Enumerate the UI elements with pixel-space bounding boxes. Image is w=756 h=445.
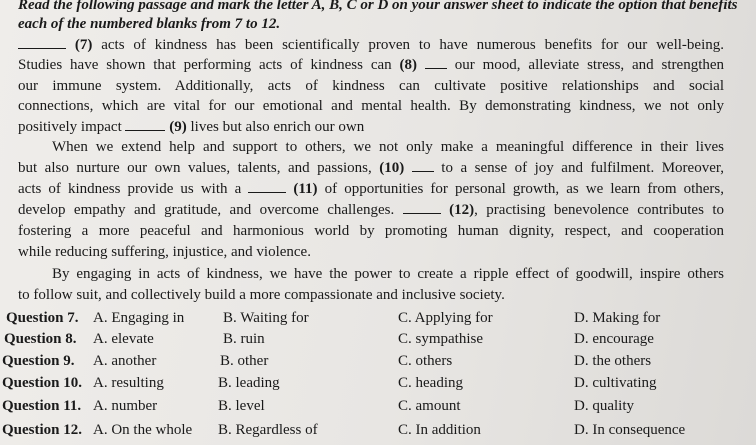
passage-line — [18, 118, 724, 137]
passage-line — [18, 180, 724, 199]
option-b: B. ruin — [223, 331, 265, 347]
option-d: D. cultivating — [574, 375, 657, 391]
option-b: B. Regardless of — [218, 422, 318, 438]
passage-text: , practising benevolence contributes to — [474, 202, 725, 218]
passage-text: acts of kindness provide us with a — [18, 181, 242, 197]
blank-number: (11) — [293, 181, 318, 197]
question-label: Question 10. — [2, 375, 83, 391]
blank-number: (12) — [449, 202, 475, 218]
option-c: C. amount — [398, 398, 461, 414]
option-a: A. Engaging in — [93, 310, 185, 326]
option-a: A. resulting — [93, 375, 164, 391]
blank-underline — [403, 201, 441, 214]
passage-line: to follow suit, and collectively build a more compassionate and inclusive society. — [18, 287, 505, 303]
passage-text: lives but also enrich our own — [186, 119, 365, 135]
passage-text: but also nurture our own values, talents, and passions, — [18, 160, 380, 176]
passage-text: positively impact — [18, 119, 122, 135]
passage-line: our immune system. Additionally, acts of kindness can cultivate positive relationships and social — [18, 78, 724, 94]
option-c: C. Applying for — [398, 310, 493, 326]
option-c: C. sympathise — [398, 331, 483, 347]
passage-line: When we extend help and support to others, we not only make a meaningful difference in their lives — [52, 139, 724, 155]
passage-text: of opportunities for personal growth, as we learn from others, — [317, 181, 725, 197]
passage-text: Studies have shown that performing acts of kindness can — [18, 57, 400, 73]
option-d: D. In consequence — [574, 422, 686, 438]
question-label: Question 12. — [2, 422, 83, 438]
instructions: Read the following passage and mark the letter A, B, C or D on your answer sheet to indicate the option that benefits each of the numbered blanks from 7 to 12. — [18, 0, 738, 32]
blank-number: (8) — [399, 57, 418, 73]
question-label: Question 7. — [6, 310, 79, 326]
blank-number: (9) — [169, 119, 187, 135]
blank-number: (7) — [74, 37, 93, 53]
question-label: Question 11. — [2, 398, 82, 414]
blank-underline — [425, 56, 447, 69]
option-b: B. leading — [218, 375, 280, 391]
passage-line — [18, 36, 724, 55]
question-label: Question 9. — [2, 353, 75, 369]
option-b: B. other — [220, 353, 269, 369]
option-b: B. Waiting for — [223, 310, 309, 326]
blank-underline — [18, 36, 66, 49]
option-d: D. the others — [574, 353, 652, 369]
option-d: D. Making for — [574, 310, 661, 326]
question-label: Question 8. — [4, 331, 77, 347]
option-d: D. quality — [574, 398, 634, 414]
passage-line — [18, 159, 724, 178]
passage-text: our mood, alleviate stress, and strengthen — [446, 57, 725, 73]
blank-underline — [248, 180, 286, 193]
option-c: C. others — [398, 353, 453, 369]
option-a: A. another — [93, 353, 157, 369]
option-b: B. level — [218, 398, 265, 414]
blank-underline — [125, 118, 165, 131]
passage-line: By engaging in acts of kindness, we have the power to create a ripple effect of goodwill, inspire others — [52, 266, 724, 282]
passage-line: while reducing suffering, injustice, and violence. — [18, 244, 311, 260]
option-a: A. elevate — [93, 331, 154, 347]
passage-line — [18, 201, 724, 220]
blank-underline — [412, 159, 434, 172]
passage-text: develop empathy and gratitude, and overcome challenges. — [18, 202, 403, 218]
passage-line: connections, which are vital for our emotional and mental health. By demonstrating kindness, we not only — [18, 98, 724, 114]
option-c: C. heading — [398, 375, 463, 391]
passage-text: to a sense of joy and fulfilment. Moreover, — [433, 160, 725, 176]
option-d: D. encourage — [574, 331, 654, 347]
option-c: C. In addition — [398, 422, 481, 438]
passage-line — [18, 56, 724, 75]
blank-number: (10) — [379, 160, 405, 176]
option-a: A. number — [93, 398, 158, 414]
option-a: A. On the whole — [93, 422, 193, 438]
passage-line: fostering a more peaceful and harmonious world by promoting human dignity, respect, and cooperation — [18, 223, 724, 239]
passage-text: acts of kindness has been scientifically proven to have numerous benefits for our well-being. — [92, 37, 724, 53]
